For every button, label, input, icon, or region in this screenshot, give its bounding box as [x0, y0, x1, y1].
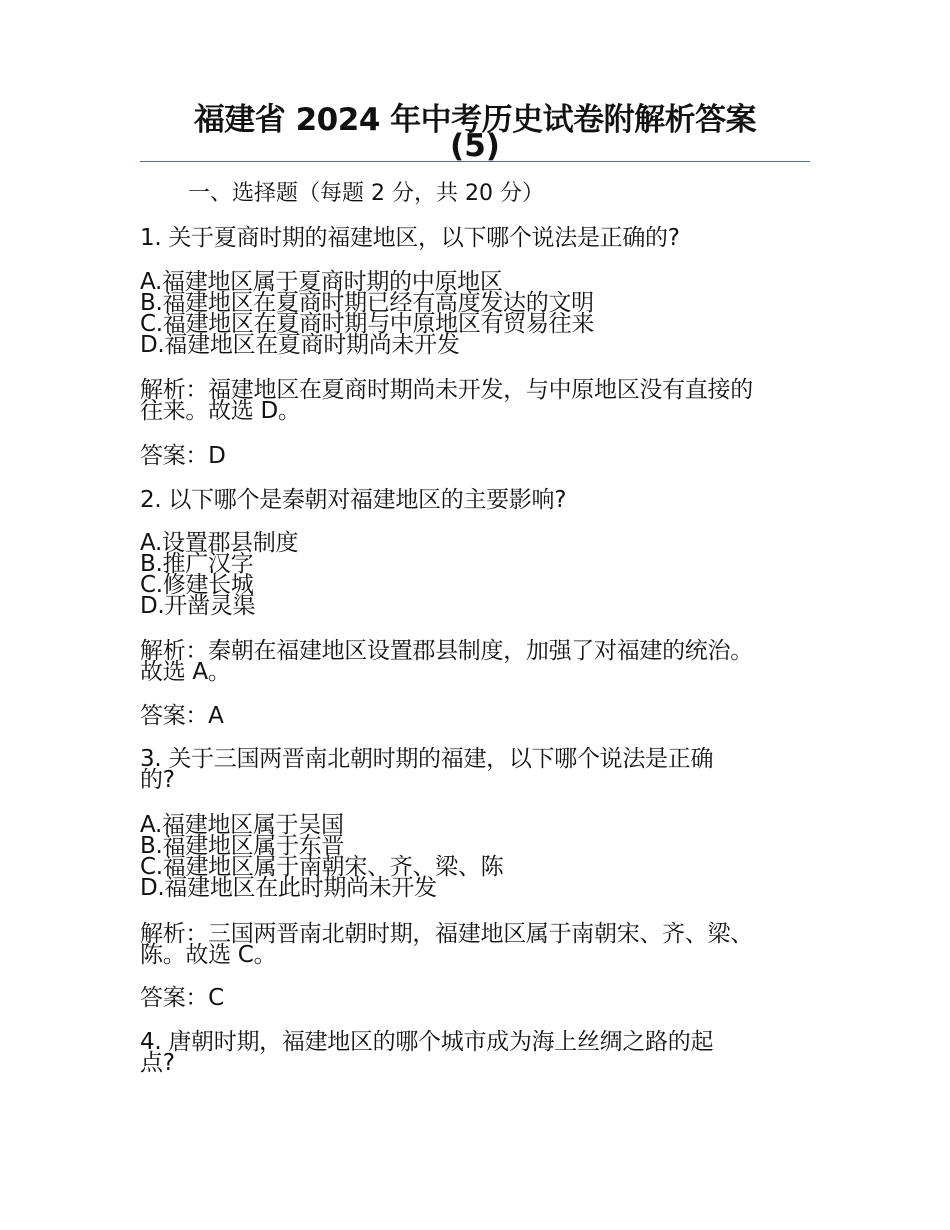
section-heading: 一、选择题（每题 2 分，共 20 分） [188, 181, 544, 206]
question-3-text [140, 746, 820, 793]
question-3-options [140, 812, 820, 901]
option-c: C.福建地区属于南朝宋、齐、梁、陈 [140, 854, 504, 880]
question-line: 的? [140, 767, 175, 793]
question-4-text [140, 1029, 820, 1076]
question-1-analysis [140, 377, 820, 424]
option-a: A.福建地区属于吴国 [140, 812, 344, 838]
question-line: 3. 关于三国两晋南北朝时期的福建，以下哪个说法是正确 [140, 746, 714, 772]
analysis-line: 故选 A。 [140, 659, 231, 685]
option-b: B.推广汉字 [140, 551, 254, 577]
option-d: D.福建地区在此时期尚未开发 [140, 875, 437, 901]
question-2-options [140, 530, 820, 619]
option-b: B.福建地区在夏商时期已经有高度发达的文明 [140, 290, 594, 316]
question-2-analysis [140, 638, 820, 685]
answer-line: 答案：D [140, 443, 226, 469]
analysis-line: 解析：福建地区在夏商时期尚未开发，与中原地区没有直接的 [140, 377, 753, 403]
question-1-answer [140, 443, 820, 469]
analysis-line: 解析：秦朝在福建地区设置郡县制度，加强了对福建的统治。 [140, 638, 753, 664]
analysis-line: 陈。故选 C。 [140, 942, 277, 968]
question-line: 2. 以下哪个是秦朝对福建地区的主要影响? [140, 487, 567, 513]
option-d: D.福建地区在夏商时期尚未开发 [140, 332, 460, 358]
answer-line: 答案：A [140, 703, 224, 729]
question-2-text [140, 487, 820, 513]
title-divider [140, 161, 810, 162]
question-line: 1. 关于夏商时期的福建地区，以下哪个说法是正确的? [140, 225, 680, 251]
option-b: B.福建地区属于东晋 [140, 833, 345, 859]
answer-line: 答案：C [140, 985, 224, 1011]
question-1-options [140, 269, 820, 358]
question-line: 点? [140, 1050, 175, 1076]
option-c: C.福建地区在夏商时期与中原地区有贸易往来 [140, 311, 595, 337]
question-2-answer [140, 703, 820, 729]
option-a: A.设置郡县制度 [140, 530, 299, 556]
option-d: D.开凿灵渠 [140, 593, 256, 619]
analysis-line: 往来。故选 D。 [140, 398, 301, 424]
question-1-text [140, 225, 820, 251]
analysis-line: 解析：三国两晋南北朝时期，福建地区属于南朝宋、齐、梁、 [140, 921, 753, 947]
question-3-analysis [140, 921, 820, 968]
question-3-answer [140, 985, 820, 1011]
option-a: A.福建地区属于夏商时期的中原地区 [140, 269, 503, 295]
title-line-1: 福建省 2024 年中考历史试卷附解析答案 [193, 102, 757, 138]
option-c: C.修建长城 [140, 572, 254, 598]
question-line: 4. 唐朝时期，福建地区的哪个城市成为海上丝绸之路的起 [140, 1029, 714, 1055]
title-line-2: (5) [450, 128, 500, 164]
